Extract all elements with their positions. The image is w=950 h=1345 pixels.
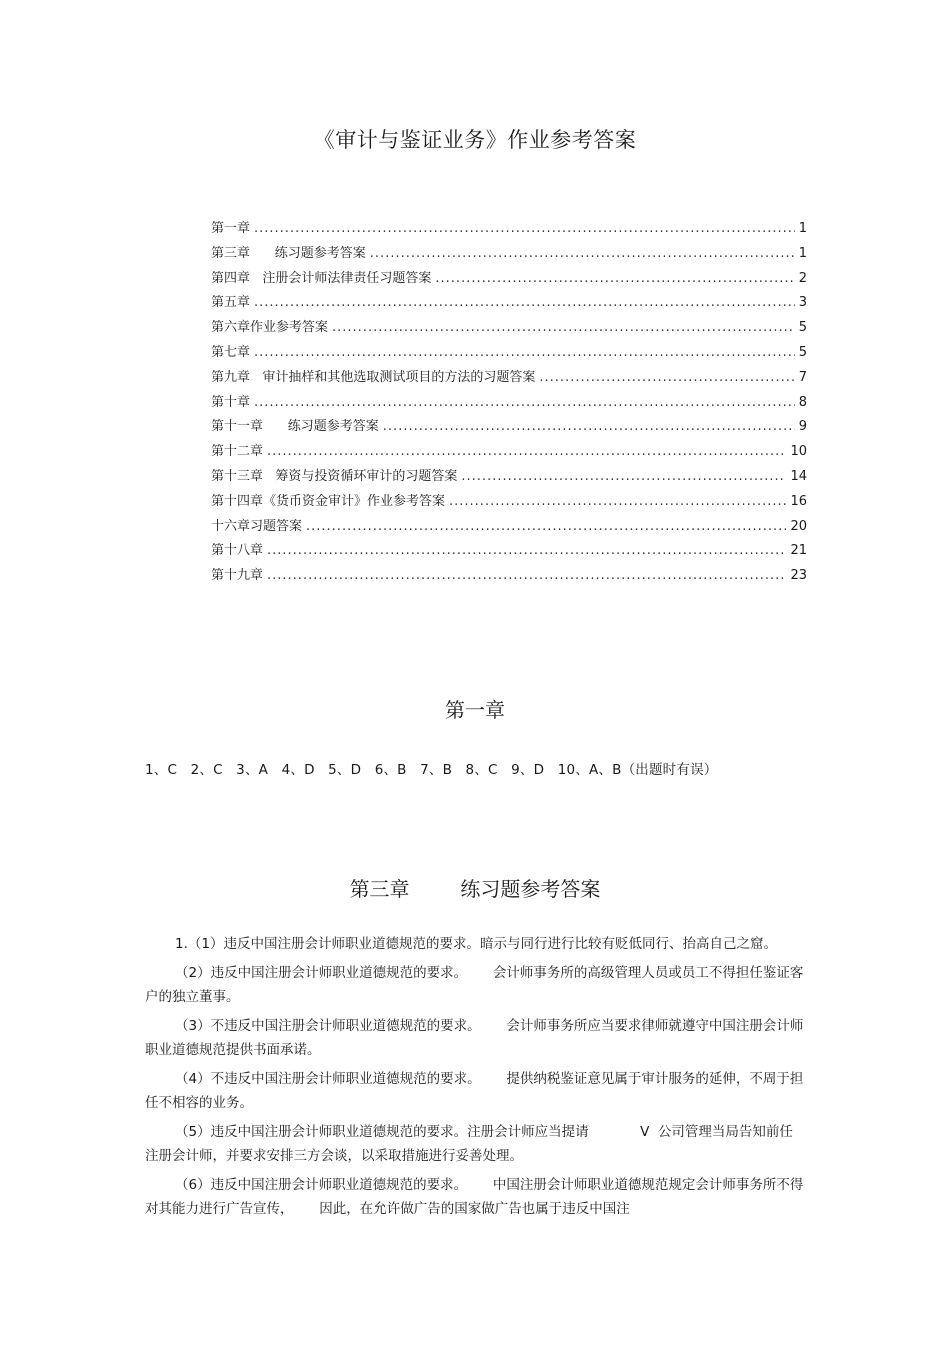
toc-entry-label: 第十八章	[211, 543, 264, 559]
chapter-3-body	[145, 932, 805, 1226]
toc-entry[interactable]	[211, 467, 807, 492]
toc-leader-dots	[254, 343, 795, 363]
answer-paragraph	[145, 932, 805, 957]
answer-paragraph-text: （3）不违反中国注册会计师职业道德规范的要求。 会计师事务所应当要求律师就遵守中国注册会计师职业道德规范提供书面承诺。	[145, 1017, 804, 1058]
toc-entry-page: 23	[790, 568, 807, 584]
toc-leader-dots	[306, 517, 786, 537]
toc-entry-page: 16	[790, 493, 807, 509]
toc-entry-label: 第四章 注册会计师法律责任习题答案	[211, 270, 432, 286]
toc-leader-dots	[267, 442, 786, 462]
toc-entry-page: 5	[798, 320, 807, 336]
toc-entry-page: 9	[798, 419, 807, 435]
toc-entry[interactable]	[211, 541, 807, 566]
toc-entry-label: 第六章作业参考答案	[211, 320, 329, 336]
answer-paragraph	[145, 1173, 805, 1222]
toc-entry-label: 第三章 练习题参考答案	[211, 245, 366, 261]
toc-entry-page: 2	[798, 270, 807, 286]
toc-entry-page: 10	[790, 444, 807, 460]
answer-paragraph-text: （4）不违反中国注册会计师职业道德规范的要求。 提供纳税鉴证意见属于审计服务的延伸，不周于担任不相容的业务。	[145, 1070, 804, 1111]
chapter-1-heading: 第一章	[445, 698, 505, 722]
chapter-1-answers: 1、C 2、C 3、A 4、D 5、D 6、B 7、B 8、C 9、D 10、A、B（出题时有误）	[145, 762, 718, 778]
answer-paragraph-text: 1.（1）违反中国注册会计师职业道德规范的要求。暗示与同行进行比较有贬低同行、抬高自己之窟。	[175, 936, 777, 952]
toc-entry-page: 7	[798, 369, 807, 385]
toc-entry-label: 第一章	[211, 221, 251, 236]
toc-entry[interactable]	[211, 517, 807, 542]
toc-entry[interactable]	[211, 442, 807, 467]
toc-entry-page: 1	[798, 221, 807, 236]
toc-entry-label: 第十三章 筹资与投资循环审计的习题答案	[211, 468, 458, 484]
toc-entry[interactable]	[211, 244, 807, 269]
toc-entry[interactable]	[211, 492, 807, 517]
toc-entry-page: 1	[798, 245, 807, 261]
toc-leader-dots	[370, 244, 795, 264]
toc-entry-page: 14	[790, 468, 807, 484]
toc-entry[interactable]	[211, 393, 807, 418]
toc-leader-dots	[383, 417, 795, 437]
toc-entry[interactable]	[211, 343, 807, 368]
toc-leader-dots	[449, 492, 786, 512]
toc-entry[interactable]	[211, 417, 807, 442]
toc-entry-label: 第七章	[211, 344, 251, 360]
toc-entry-page: 3	[798, 295, 807, 311]
toc-entry-label: 十六章习题答案	[211, 518, 303, 534]
page-title: 《审计与鉴证业务》作业参考答案	[313, 128, 637, 152]
answer-paragraph	[145, 961, 805, 1010]
answer-paragraph-text: （2）违反中国注册会计师职业道德规范的要求。 会计师事务所的高级管理人员或员工不得担任鉴证客户的独立董事。	[145, 964, 804, 1005]
toc-leader-dots	[539, 368, 794, 388]
toc-entry-label: 第十九章	[211, 568, 264, 584]
toc-leader-dots	[461, 467, 786, 487]
toc-entry-label: 第十二章	[211, 444, 264, 460]
toc-entry-label: 第五章	[211, 295, 251, 311]
answer-paragraph-text: （6）违反中国注册会计师职业道德规范的要求。 中国注册会计师职业道德规范规定会计师事务所不得对其能力进行广告宣传， 因此，在允许做广告的国家做广告也属于违反中国注	[145, 1176, 804, 1217]
toc-entry-label: 第十章	[211, 394, 251, 410]
answer-paragraph-text: （5）违反中国注册会计师职业道德规范的要求。注册会计师应当提请 V 公司管理当局告知前任注册会计师，并要求安排三方会谈，以采取措施进行妥善处理。	[145, 1123, 793, 1164]
toc-entry-label: 第九章 审计抽样和其他选取测试项目的方法的习题答案	[211, 369, 536, 385]
chapter-3-heading-text: 第三章 练习题参考答案	[349, 877, 601, 901]
toc-leader-dots	[435, 269, 794, 289]
toc-entry[interactable]	[211, 566, 807, 591]
toc-entry-label: 第十一章 练习题参考答案	[211, 419, 379, 435]
toc-entry[interactable]	[211, 219, 807, 244]
toc-leader-dots	[267, 566, 786, 586]
answer-paragraph	[145, 1014, 805, 1063]
toc-leader-dots	[254, 219, 795, 239]
toc-leader-dots	[267, 541, 786, 561]
answer-paragraph	[145, 1067, 805, 1116]
toc-entry-page: 5	[798, 344, 807, 360]
table-of-contents	[211, 219, 807, 591]
toc-entry-page: 21	[790, 543, 807, 559]
chapter-3-heading	[0, 873, 950, 902]
toc-entry[interactable]	[211, 269, 807, 294]
toc-entry-page: 8	[798, 394, 807, 410]
toc-entry[interactable]	[211, 318, 807, 343]
toc-entry-page: 20	[790, 518, 807, 534]
toc-leader-dots	[254, 393, 795, 413]
answer-paragraph	[145, 1120, 805, 1169]
toc-entry[interactable]	[211, 368, 807, 393]
toc-leader-dots	[254, 293, 795, 313]
toc-leader-dots	[332, 318, 795, 338]
toc-entry[interactable]	[211, 293, 807, 318]
toc-entry-label: 第十四章《货币资金审计》作业参考答案	[211, 493, 446, 509]
